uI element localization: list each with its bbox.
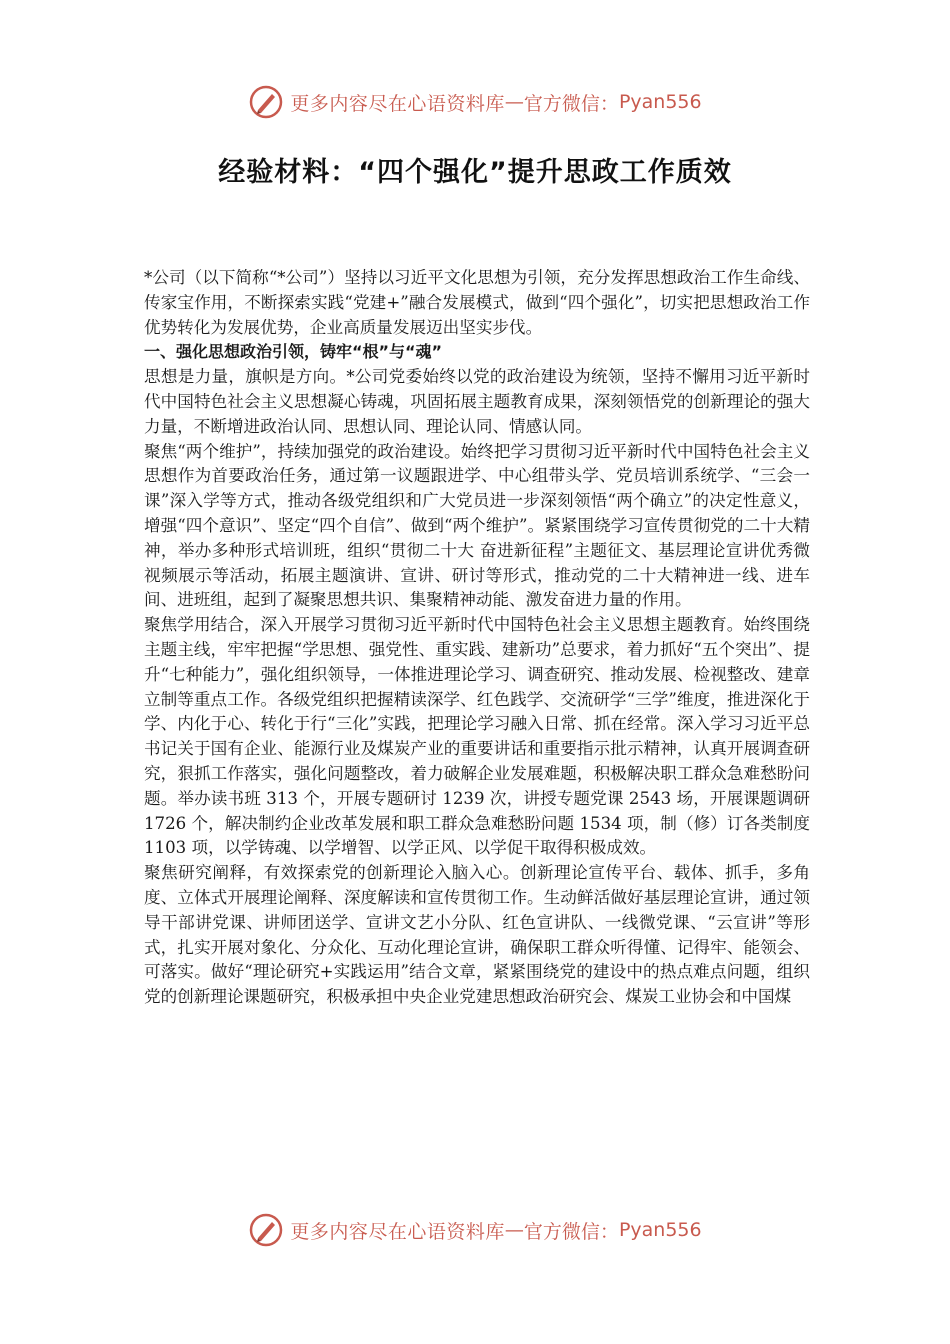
paragraph: 聚焦研究阐释，有效探索党的创新理论入脑入心。创新理论宣传平台、载体、抓手，多角度、立体式开展理论阐释、深度解读和宣传贯彻工作。生动鲜活做好基层理论宣讲，通过领导干部讲党课、讲师团送学、宣讲文艺小分队、红色宣讲队、一线微党课、“云宣讲”等形式，扎实开展对象化、分众化、互动化理论宣讲，确保职工群众听得懂、记得牢、能领会、可落实。做好“理论研究+实践运用”结合文章，紧紧围绕党的建设中的热点难点问题，组织党的创新理论课题研究，积极承担中央企业党建思想政治研究会、煤炭工业协会和中国煤 (144, 863, 810, 1007)
banner-text: 更多内容尽在心语资料库 (290, 1220, 505, 1243)
pen-logo-icon (248, 1212, 284, 1248)
banner-separator: — (504, 91, 524, 113)
paragraph: 思想是力量，旗帜是方向。*公司党委始终以党的政治建设为统领，坚持不懈用习近平新时代中国特色社会主义思想凝心铸魂，巩固拓展主题教育成果，深刻领悟党的创新理论的强大力量，不断增进政治认同、思想认同、理论认同、情感认同。 (144, 367, 810, 436)
banner-separator: — (504, 1219, 524, 1241)
paragraph: 聚焦学用结合，深入开展学习贯彻习近平新时代中国特色社会主义思想主题教育。始终围绕主题主线，牢牢把握“学思想、强党性、重实践、建新功”总要求，着力抓好“五个突出”、提升“七种能力”，强化组织领导，一体推进理论学习、调查研究、推动发展、检视整改、建章立制等重点工作。各级党组织把握精读深学、红色践学、交流研学“三学”维度，推进深化于学、内化于心、转化于行“三化”实践，把理论学习融入日常、抓在经常。深入学习习近平总书记关于国有企业、能源行业及煤炭产业的重要讲话和重要指示批示精神，认真开展调查研究，狠抓工作落实，强化问题整改，着力破解企业发展难题，积极解决职工群众急难愁盼问题。举办读书班 313 个，开展专题研讨 1239 次，讲授专题党课 2543 场，开展课题调研 1726 个，解决制约企业改革发展和职工群众急难愁盼问题 1534 项，制（修）订各类制度 1103 项，以学铸魂、以学增智、以学正风、以学促干取得积极成效。 (144, 615, 810, 858)
section-heading: 一、强化思想政治引领，铸牢“根”与“魂” (144, 342, 443, 362)
paragraph-intro: *公司（以下简称“*公司”）坚持以习近平文化思想为引领，充分发挥思想政治工作生命线、传家宝作用，不断探索实践“党建+”融合发展模式，做到“四个强化”，切实把思想政治工作优势转化为发展优势，企业高质量发展迈出坚实步伐。 (144, 268, 810, 337)
banner-wechat-label: 官方微信： (523, 92, 619, 115)
banner-wechat-label: 官方微信： (523, 1220, 619, 1243)
banner-handle: Pyan556 (618, 1219, 702, 1241)
paragraph: 聚焦“两个维护”，持续加强党的政治建设。始终把学习贯彻习近平新时代中国特色社会主义思想作为首要政治任务，通过第一议题跟进学、中心组带头学、党员培训系统学、“三会一课”深入学等方式，推动各级党组织和广大党员进一步深刻领悟“两个确立”的决定性意义，增强“四个意识”、坚定“四个自信”、做到“两个维护”。紧紧围绕学习宣传贯彻党的二十大精神，举办多种形式培训班，组织“贯彻二十大 奋进新征程”主题征文、基层理论宣讲优秀微视频展示等活动，拓展主题演讲、宣讲、研讨等形式，推动党的二十大精神进一线、进车间、进班组，起到了凝聚思想共识、集聚精神动能、激发奋进力量的作用。 (144, 441, 810, 610)
document-body (144, 266, 810, 1010)
footer-watermark-banner (0, 1210, 950, 1250)
banner-text: 更多内容尽在心语资料库 (290, 92, 505, 115)
header-watermark-banner (0, 82, 950, 122)
pen-logo-icon (248, 84, 284, 120)
document-title: 经验材料：“四个强化”提升思政工作质效 (218, 157, 732, 188)
banner-handle: Pyan556 (618, 91, 702, 113)
